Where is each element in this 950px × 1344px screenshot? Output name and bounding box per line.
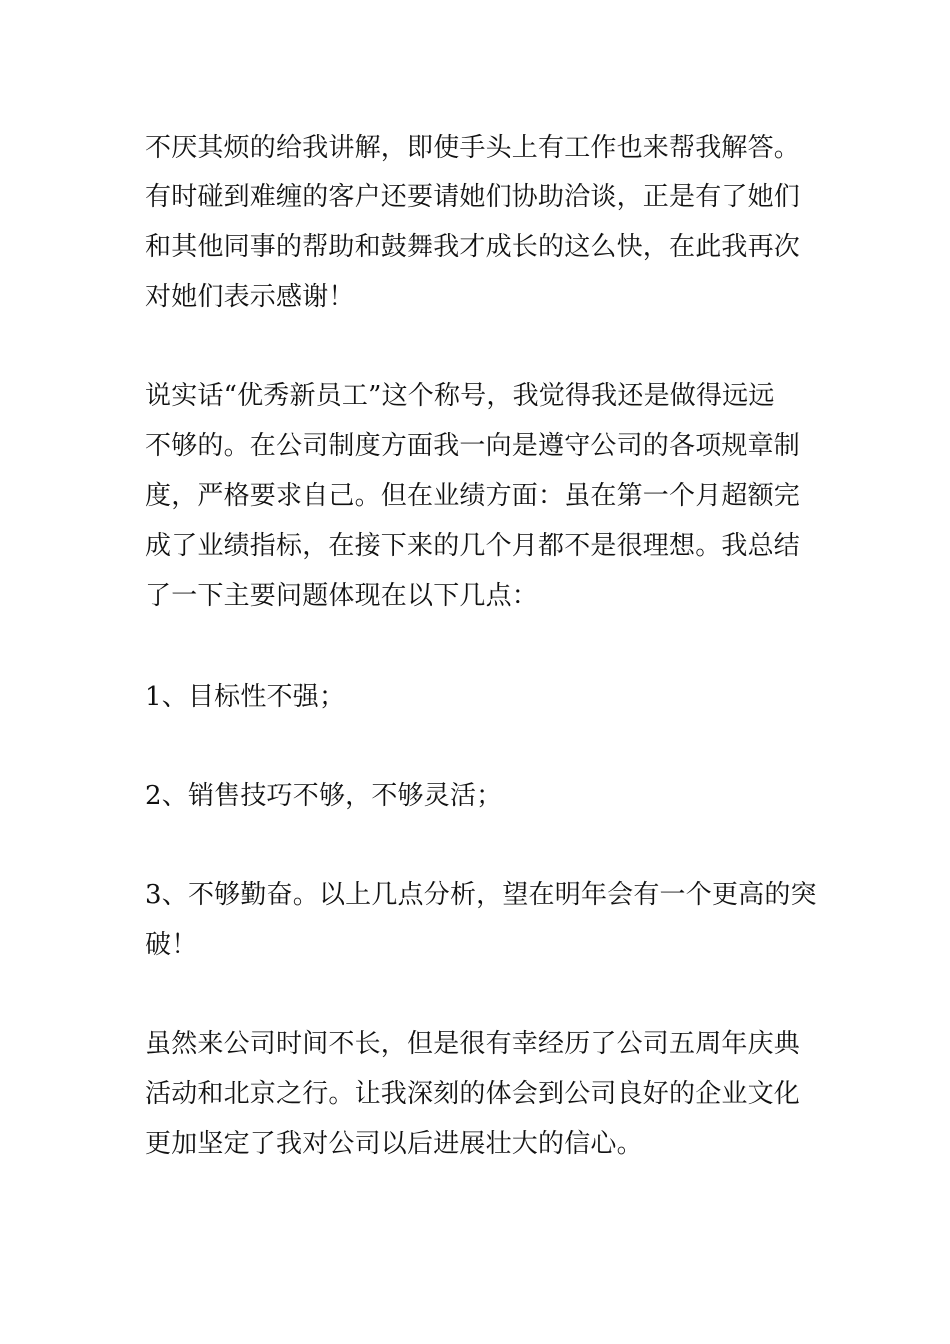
text-line: 虽然来公司时间不长，但是很有幸经历了公司五周年庆典: [145, 1029, 801, 1059]
text-line: 度，严格要求自己。但在业绩方面：虽在第一个月超额完: [145, 481, 801, 511]
text-line: 破！: [145, 930, 198, 960]
text-line: 3、不够勤奋。以上几点分析，望在明年会有一个更高的突: [145, 880, 817, 910]
text-line: 活动和北京之行。让我深刻的体会到公司良好的企业文化: [145, 1079, 801, 1109]
text-line: 对她们表示感谢！: [145, 282, 355, 312]
text-line: 了一下主要问题体现在以下几点：: [145, 581, 539, 611]
text-line: 有时碰到难缠的客户还要请她们协助洽谈，正是有了她们: [145, 182, 801, 212]
text-line: 不够的。在公司制度方面我一向是遵守公司的各项规章制: [145, 431, 801, 461]
text-line: 1、目标性不强；: [145, 682, 346, 712]
text-line: 更加坚定了我对公司以后进展壮大的信心。: [145, 1129, 643, 1159]
text-line: 说实话“优秀新员工”这个称号，我觉得我还是做得远远: [145, 381, 775, 411]
text-line: 成了业绩指标，在接下来的几个月都不是很理想。我总结: [145, 531, 801, 561]
text-line: 2、销售技巧不够，不够灵活；: [145, 781, 503, 811]
text-line: 不厌其烦的给我讲解，即使手头上有工作也来帮我解答。: [145, 133, 801, 163]
text-line: 和其他同事的帮助和鼓舞我才成长的这么快，在此我再次: [145, 232, 801, 262]
